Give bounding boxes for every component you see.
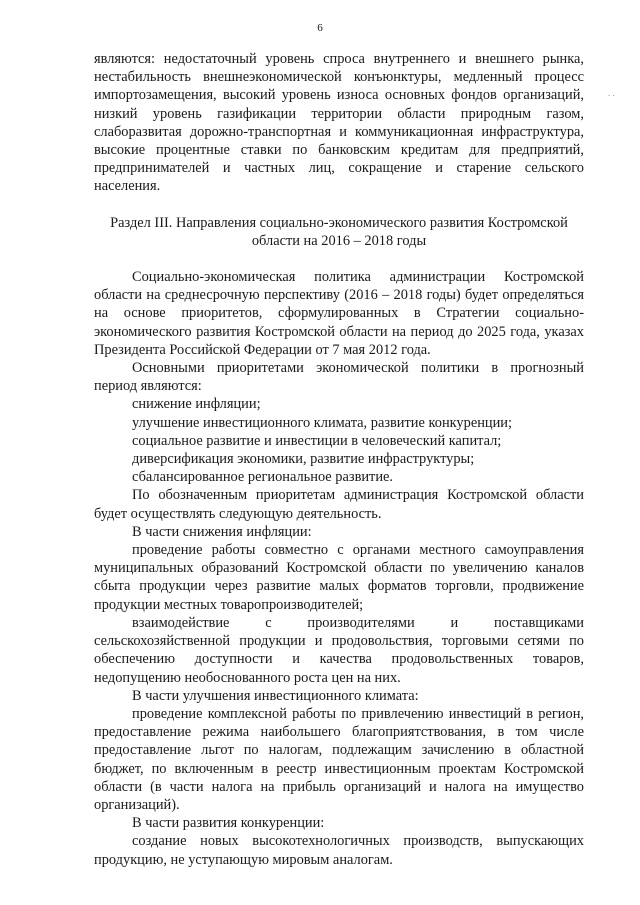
paragraph-inflation-2: взаимодействие с производителями и поставщиками сельскохозяйственной продукции и продовольствия, торговыми сетями по обеспечению доступности и качества продовольственных товаров, недопущению необоснованного роста цен на них. <box>94 614 584 686</box>
subheading-competition: В части развития конкуренции: <box>132 815 325 832</box>
document-body <box>94 50 584 869</box>
subheading-investment: В части улучшения инвестиционного климата: <box>132 687 419 704</box>
section-heading: Раздел III. Направления социально-экономического развития Костромской области на 2016 – 2018 годы <box>110 214 568 249</box>
paragraph-policy: Социально-экономическая политика администрации Костромской области на среднесрочную перспективу (2016 – 2018 годы) будет определяться на основе приоритетов, сформулированных в Стратегии социально-экономического развития Костромской области на период до 2025 года, указах Президента Российской Федерации от 7 мая 2012 года. <box>94 269 584 358</box>
paragraph-priorities-intro: Основными приоритетами экономической политики в прогнозный период являются: <box>94 360 584 395</box>
paragraph-investment: проведение комплексной работы по привлечению инвестиций в регион, предоставление режима наибольшего благоприятствования, в том числе предоставление льгот по налогам, подлежащим зачислению в областной бюджет, по включенным в реестр инвестиционным проектам Костромской области (в части налога на прибыль организаций и налога на имущество организаций). <box>94 705 584 813</box>
priority-item: социальное развитие и инвестиции в человеческий капитал; <box>132 432 502 449</box>
priority-item: сбалансированное региональное развитие. <box>132 469 394 486</box>
priority-item: диверсификация экономики, развитие инфраструктуры; <box>132 451 475 468</box>
paragraph-activity: По обозначенным приоритетам администрация Костромской области будет осуществлять следующую деятельность. <box>94 487 584 522</box>
subheading-inflation: В части снижения инфляции: <box>132 523 312 540</box>
page-number: 6 <box>317 22 323 34</box>
paragraph-competition: создание новых высокотехнологичных производств, выпускающих продукцию, не уступающую мировым аналогам. <box>94 833 584 868</box>
scan-speck: . . <box>608 88 615 98</box>
priority-item: улучшение инвестиционного климата, развитие конкуренции; <box>132 414 513 431</box>
priority-item: снижение инфляции; <box>132 396 261 413</box>
paragraph-inflation-1: проведение работы совместно с органами местного самоуправления муниципальных образований Костромской области по увеличению каналов сбыта продукции через развитие малых форматов торговли, продвижение продукции местных товаропроизводителей; <box>94 542 584 613</box>
intro-paragraph: являются: недостаточный уровень спроса внутреннего и внешнего рынка, нестабильность внешнеэкономической конъюнктуры, медленный процесс импортозамещения, высокий уровень износа основных фондов организаций, низкий уровень газификации территории области природным газом, слаборазвитая дорожно-транспортная и коммуникационная инфраструктура, высокие процентные ставки по банковским кредитам для предприятий, предпринимателей и частных лиц, сокращение и старение сельского населения. <box>94 51 584 195</box>
